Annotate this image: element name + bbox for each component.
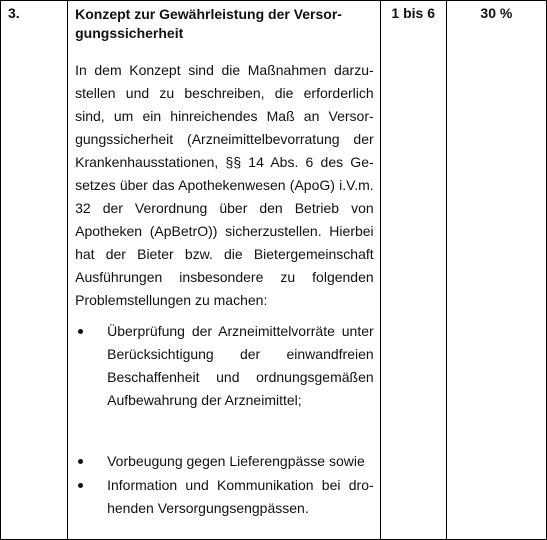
requirement-list (75, 320, 374, 520)
weighting-percent: 30 % (446, 1, 546, 540)
bullet-icon (78, 459, 83, 464)
table-row (1, 1, 547, 540)
list-item (75, 474, 374, 520)
list-item-text: Information und Kommunikation bei drohenden Versorgungsengpässen. (107, 477, 374, 516)
list-item (75, 450, 374, 473)
bullet-icon (78, 483, 83, 488)
points-range: 1 bis 6 (380, 1, 446, 540)
list-item-text: Vorbeugung gegen Lieferengpässe sowie (107, 453, 365, 469)
bullet-icon (78, 329, 83, 334)
list-item-text: Überprüfung der Arzneimittelvorräte unter Berücksichtigung der einwandfreien Beschaffenheit und ordnungsgemäßen Aufbewahrung der Arzneimittel; (107, 323, 374, 408)
list-item (75, 320, 374, 412)
criterion-number: 3. (1, 1, 68, 540)
criterion-description-cell (68, 1, 381, 540)
criterion-title: Konzept zur Gewährleistung der Versorgungssicherheit (75, 6, 342, 41)
criterion-paragraph: In dem Konzept sind die Maßnahmen darzustellen und zu beschreiben, die erforderlich sind, um ein hinreichendes Maß an Versorgungssicherheit (Arzneimittelbevorratung der Krankenhausstationen, §§ 14 Abs. 6 des Gesetzes über das Apothekenwesen (ApoG) i.V.m. 32 der Verordnung über den Betrieb von Apotheken (ApBetrO)) sicherzustellen. Hierbei hat der Bieter bzw. die Bietergemeinschaft Ausführungen insbesondere zu folgenden Problemstellungen zu machen: (75, 62, 374, 308)
